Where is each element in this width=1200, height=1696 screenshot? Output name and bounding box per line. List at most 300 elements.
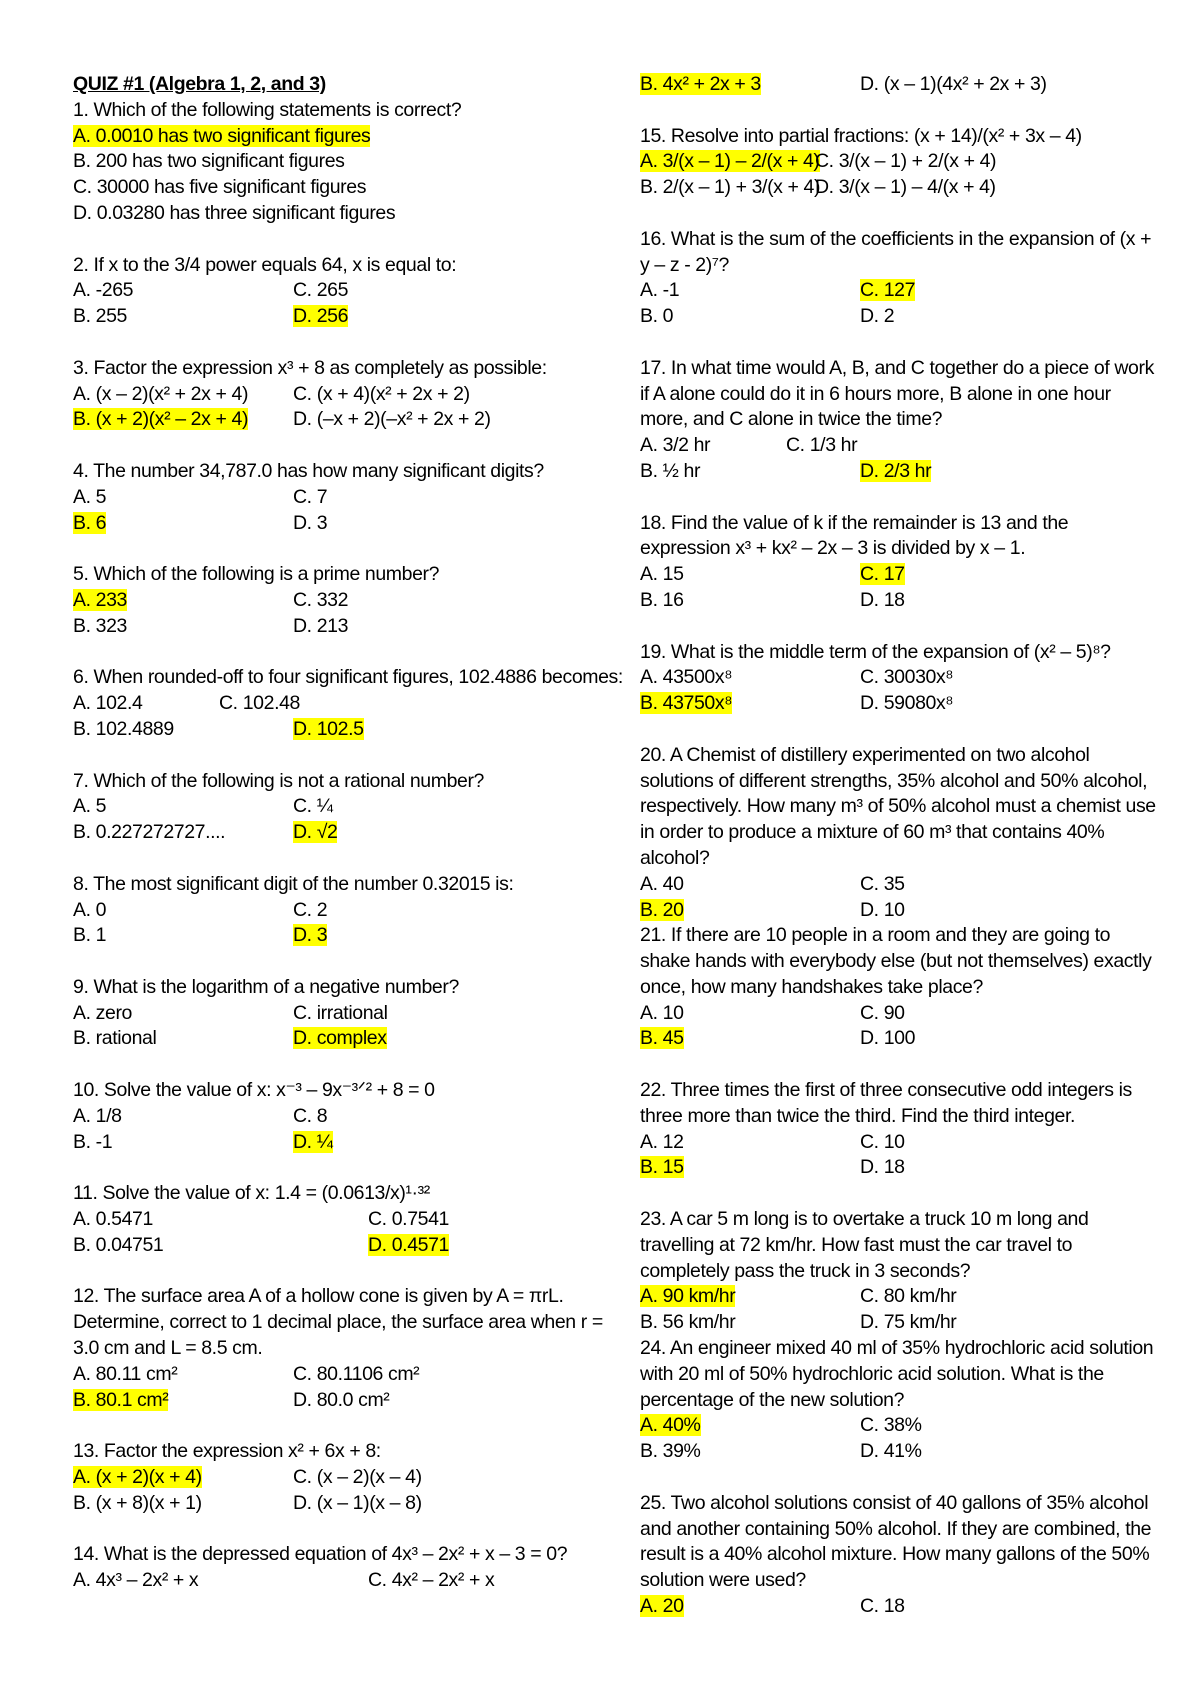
correct-answer-highlight	[640, 1156, 684, 1178]
option-text: 4x³ – 2x² + x	[95, 1569, 199, 1592]
option-letter: D.	[860, 692, 879, 715]
option-text: 10	[883, 1130, 905, 1153]
answer-option	[640, 898, 860, 924]
option-letter: B.	[73, 924, 91, 947]
question-14	[73, 1542, 623, 1594]
correct-answer-text: 2/3 hr	[883, 459, 932, 482]
answer-options	[640, 1284, 1160, 1336]
option-text: (x – 1)(x – 8)	[316, 1491, 422, 1514]
answer-option	[73, 278, 293, 304]
question-11	[73, 1181, 623, 1258]
answer-option	[640, 278, 860, 304]
question-stem: 16. What is the sum of the coefficients in the expansion of (x + y – z - 2)⁷?	[640, 227, 1152, 276]
option-text: 102.48	[242, 692, 300, 715]
option-letter: D.	[815, 176, 834, 199]
option-letter: A.	[73, 588, 91, 611]
question-stem: 9. What is the logarithm of a negative number?	[73, 975, 459, 998]
correct-answer-highlight	[293, 305, 348, 327]
correct-answer-text: 15	[662, 1156, 684, 1179]
correct-answer-highlight	[640, 899, 684, 921]
correct-answer-highlight	[293, 924, 327, 946]
answer-option	[293, 1362, 623, 1388]
answer-option	[293, 1026, 623, 1052]
option-letter: C.	[293, 588, 312, 611]
correct-answer-highlight	[640, 1414, 701, 1436]
answer-option	[73, 304, 293, 330]
option-letter: B.	[73, 408, 91, 431]
answer-options	[73, 1362, 623, 1414]
correct-answer-highlight	[293, 1131, 333, 1153]
option-letter: B.	[73, 511, 91, 534]
answer-option	[293, 1388, 623, 1414]
answer-option	[73, 407, 293, 433]
option-text: 0	[662, 305, 674, 328]
option-letter: A.	[73, 382, 91, 405]
question-9	[73, 975, 623, 1052]
option-letter: D.	[293, 1130, 312, 1153]
option-letter: B.	[73, 821, 91, 844]
answer-option	[640, 1594, 860, 1620]
option-text: 265	[316, 279, 349, 302]
option-text: 3/2 hr	[662, 434, 711, 457]
option-text: 102.4889	[95, 717, 174, 740]
answer-option	[293, 304, 623, 330]
answer-option	[73, 201, 623, 227]
question-20	[640, 743, 1160, 924]
correct-answer-text: 256	[316, 305, 349, 328]
correct-answer-highlight	[640, 150, 820, 172]
option-text: 80.11 cm²	[95, 1362, 178, 1385]
option-text: 2	[316, 898, 328, 921]
option-letter: B.	[640, 692, 658, 715]
option-letter: D.	[860, 1156, 879, 1179]
answer-options	[640, 872, 1160, 924]
correct-answer-text: ¼	[316, 1130, 333, 1153]
answer-option	[640, 433, 786, 459]
answer-options	[640, 278, 1160, 330]
option-text: 7	[316, 485, 328, 508]
answer-option	[293, 485, 623, 511]
correct-answer-text: 40%	[662, 1414, 701, 1437]
correct-answer-text: 0.0010 has two significant figures	[95, 124, 371, 147]
option-text: 3/(x – 1) + 2/(x + 4)	[838, 150, 997, 173]
option-letter: A.	[73, 1001, 91, 1024]
option-letter: D.	[293, 717, 312, 740]
option-letter: A.	[73, 1466, 91, 1489]
question-23	[640, 1207, 1160, 1336]
option-letter: A.	[640, 1595, 658, 1618]
correct-answer-highlight	[73, 1466, 202, 1488]
answer-options	[640, 149, 1160, 201]
option-text: 0	[95, 898, 107, 921]
answer-option	[73, 1026, 293, 1052]
question-stem: 17. In what time would A, B, and C together do a piece of work if A alone could do it in 6 hours more, B alone in one hour more, and C alone in twice the time?	[640, 356, 1154, 431]
correct-answer-text: complex	[316, 1027, 387, 1050]
option-letter: D.	[293, 821, 312, 844]
question-stem: 23. A car 5 m long is to overtake a truck 10 m long and travelling at 72 km/hr. How fast must the car travel to completely pass the truck in 3 seconds?	[640, 1208, 1089, 1282]
question-8	[73, 872, 623, 949]
question-22	[640, 1078, 1160, 1181]
answer-options	[73, 124, 623, 227]
option-letter: C.	[293, 1466, 312, 1489]
option-text: 90	[883, 1001, 905, 1024]
option-letter: C.	[293, 485, 312, 508]
question-stem: 1. Which of the following statements is correct?	[73, 98, 462, 121]
question-17	[640, 356, 1160, 485]
option-letter: C.	[293, 1104, 312, 1127]
answer-option	[815, 149, 1160, 175]
option-letter: D.	[73, 201, 92, 224]
option-letter: B.	[640, 898, 658, 921]
question-stem: 18. Find the value of k if the remainder is 13 and the expression x³ + kx² – 2x – 3 is divided by x – 1.	[640, 511, 1069, 560]
answer-option	[73, 923, 293, 949]
question-stem: 6. When rounded-off to four significant figures, 102.4886 becomes:	[73, 666, 623, 689]
option-text: 4x² – 2x² + x	[391, 1569, 495, 1592]
question-15	[640, 124, 1160, 201]
answer-option	[860, 459, 1160, 485]
option-letter: B.	[640, 305, 658, 328]
answer-option	[73, 1388, 293, 1414]
option-text: 59080x⁸	[883, 692, 954, 715]
option-letter: A.	[640, 563, 658, 586]
option-text: 18	[883, 1595, 905, 1618]
answer-option	[73, 1491, 293, 1517]
question-25	[640, 1491, 1160, 1620]
answer-option	[73, 124, 623, 150]
option-letter: A.	[73, 1208, 91, 1231]
answer-options	[73, 1207, 623, 1259]
correct-answer-text: 20	[662, 898, 684, 921]
option-text: -1	[95, 1130, 113, 1153]
option-text: 3/(x – 1) – 4/(x + 4)	[838, 176, 996, 199]
answer-options	[640, 665, 1160, 717]
option-letter: D.	[860, 1311, 879, 1334]
answer-option	[73, 175, 623, 201]
option-letter: B.	[640, 176, 658, 199]
correct-answer-highlight	[640, 73, 761, 95]
option-text: 5	[95, 795, 107, 818]
answer-option	[73, 511, 293, 537]
answer-option	[860, 278, 1160, 304]
option-text: 8	[316, 1104, 328, 1127]
answer-option	[293, 923, 623, 949]
answer-options	[73, 898, 623, 950]
option-letter: B.	[73, 1027, 91, 1050]
option-text: 1	[95, 924, 107, 947]
option-letter: C.	[293, 279, 312, 302]
answer-option	[368, 1233, 623, 1259]
option-letter: C.	[860, 666, 879, 689]
answer-option	[73, 691, 219, 717]
option-letter: C.	[860, 1130, 879, 1153]
answer-options	[73, 588, 623, 640]
answer-option	[640, 1155, 860, 1181]
answer-option	[860, 898, 1160, 924]
question-stem: 25. Two alcohol solutions consist of 40 gallons of 35% alcohol and another containing 50% alcohol. If they are combined, the result is a 40% alcohol mixture. How many gallons of the 50% solution were used?	[640, 1491, 1152, 1592]
correct-answer-text: 3	[316, 924, 328, 947]
option-letter: C.	[860, 1001, 879, 1024]
option-text: 43500x⁸	[662, 666, 733, 689]
answer-option	[73, 1207, 368, 1233]
question-1	[73, 98, 623, 227]
answer-option	[860, 1594, 1160, 1620]
correct-answer-text: 80.1 cm²	[95, 1388, 169, 1411]
answer-option	[640, 691, 860, 717]
answer-option	[293, 898, 623, 924]
correct-answer-highlight	[860, 460, 931, 482]
option-letter: C.	[860, 1595, 879, 1618]
left-column	[73, 72, 623, 1594]
option-letter: C.	[293, 1001, 312, 1024]
option-letter: B.	[640, 588, 658, 611]
option-text: (x – 1)(4x² + 2x + 3)	[883, 73, 1047, 95]
option-text: rational	[95, 1027, 157, 1050]
question-stem: 14. What is the depressed equation of 4x³ – 2x² + x – 3 = 0?	[73, 1543, 568, 1566]
option-letter: C.	[860, 1285, 879, 1308]
correct-answer-text: 17	[883, 563, 905, 586]
question-5	[73, 562, 623, 639]
option-letter: D.	[293, 305, 312, 328]
answer-option	[860, 588, 1160, 614]
option-letter: C.	[293, 382, 312, 405]
option-text: (–x + 2)(–x² + 2x + 2)	[316, 408, 491, 431]
answer-option	[640, 149, 820, 175]
answer-option	[368, 1568, 623, 1594]
option-letter: D.	[860, 305, 879, 328]
answer-options	[640, 1130, 1160, 1182]
option-letter: A.	[73, 1569, 91, 1592]
option-text: 2	[883, 305, 895, 328]
option-letter: A.	[73, 1362, 91, 1385]
correct-answer-highlight	[73, 1389, 168, 1411]
answer-options	[73, 691, 623, 743]
question-stem: 5. Which of the following is a prime number?	[73, 563, 440, 586]
option-text: 35	[883, 872, 905, 895]
answer-option	[293, 1130, 623, 1156]
answer-option	[73, 1001, 293, 1027]
answer-option	[640, 1130, 860, 1156]
correct-answer-text: (x + 2)(x² – 2x + 4)	[95, 408, 249, 431]
option-text: -1	[662, 279, 680, 302]
option-text: 200 has two significant figures	[95, 150, 345, 173]
correct-answer-text: (x + 2)(x + 4)	[95, 1466, 202, 1489]
option-letter: D.	[293, 408, 312, 431]
question-2	[73, 253, 623, 330]
option-text: 80 km/hr	[883, 1285, 957, 1308]
question-18	[640, 511, 1160, 614]
option-text: 40	[662, 872, 684, 895]
answer-option	[860, 1284, 1160, 1310]
answer-options	[640, 1001, 1160, 1053]
option-letter: A.	[640, 1285, 658, 1308]
answer-option	[73, 794, 293, 820]
answer-options	[73, 794, 623, 846]
option-text: 5	[95, 485, 107, 508]
answer-option	[640, 72, 860, 98]
answer-option	[73, 717, 293, 743]
option-text: 10	[883, 898, 905, 921]
option-text: (x – 2)(x² + 2x + 4)	[95, 382, 249, 405]
option-letter: C.	[293, 795, 312, 818]
option-letter: D.	[293, 924, 312, 947]
question-19	[640, 640, 1160, 717]
option-letter: C.	[293, 1362, 312, 1385]
question-3	[73, 356, 623, 433]
question-stem: 12. The surface area A of a hollow cone is given by A = πrL. Determine, correct to 1 decimal place, the surface area when r = 3.0 cm and L = 8.5 cm.	[73, 1285, 603, 1360]
option-text: 0.227272727....	[95, 821, 226, 844]
option-letter: B.	[640, 1440, 658, 1463]
option-text: 30030x⁸	[883, 666, 954, 689]
answer-option	[293, 278, 623, 304]
correct-answer-text: 4x² + 2x + 3	[662, 73, 761, 95]
option-letter: C.	[73, 176, 92, 199]
option-text: 75 km/hr	[883, 1311, 957, 1334]
correct-answer-text: 233	[95, 588, 127, 611]
answer-option	[293, 588, 623, 614]
option-letter: B.	[640, 73, 658, 95]
option-letter: B.	[73, 717, 91, 740]
option-letter: B.	[73, 1130, 91, 1153]
answer-option	[293, 717, 623, 743]
option-text: ½ hr	[662, 459, 701, 482]
option-text: (x – 2)(x – 4)	[316, 1466, 422, 1489]
answer-option	[640, 1284, 860, 1310]
option-letter: C.	[368, 1569, 387, 1592]
answer-option	[860, 72, 1160, 98]
option-text: 18	[883, 1156, 905, 1179]
answer-option	[293, 1491, 623, 1517]
question-4	[73, 459, 623, 536]
answer-options	[640, 433, 1160, 485]
option-text: irrational	[316, 1001, 388, 1024]
answer-options	[640, 562, 1160, 614]
option-text: 255	[95, 305, 127, 328]
question-16	[640, 227, 1160, 330]
option-letter: D.	[368, 1233, 387, 1256]
answer-option	[860, 665, 1160, 691]
option-text: 80.1106 cm²	[316, 1362, 420, 1385]
option-letter: D.	[293, 614, 312, 637]
option-text: 0.7541	[391, 1208, 449, 1231]
option-text: 16	[662, 588, 684, 611]
answer-option	[368, 1207, 623, 1233]
correct-answer-highlight	[73, 408, 248, 430]
option-letter: D.	[860, 898, 879, 921]
answer-option	[293, 511, 623, 537]
answer-option	[293, 382, 623, 408]
option-letter: C.	[815, 150, 834, 173]
answer-option	[73, 382, 293, 408]
answer-option	[640, 872, 860, 898]
answer-options	[73, 1568, 623, 1594]
option-letter: A.	[73, 124, 91, 147]
option-text: 38%	[883, 1414, 922, 1437]
answer-options	[640, 1413, 1160, 1465]
option-letter: B.	[73, 1233, 91, 1256]
option-letter: D.	[860, 459, 879, 482]
answer-options	[73, 485, 623, 537]
option-letter: A.	[73, 279, 91, 302]
option-letter: A.	[640, 150, 658, 173]
answer-option	[860, 1130, 1160, 1156]
correct-answer-highlight	[640, 1595, 684, 1617]
option-text: 213	[316, 614, 349, 637]
question-stem: 8. The most significant digit of the number 0.32015 is:	[73, 872, 514, 895]
answer-option	[860, 1155, 1160, 1181]
option-letter: D.	[860, 73, 879, 95]
option-text: 18	[883, 588, 905, 611]
correct-answer-text: 102.5	[316, 717, 364, 740]
correct-answer-text: 0.4571	[391, 1233, 449, 1256]
question-24	[640, 1336, 1160, 1465]
correct-answer-text: 45	[662, 1027, 684, 1050]
option-letter: D.	[860, 588, 879, 611]
option-letter: D.	[293, 1027, 312, 1050]
correct-answer-highlight	[640, 1027, 684, 1049]
option-letter: B.	[73, 305, 91, 328]
answer-option	[73, 1568, 368, 1594]
question-stem: 10. Solve the value of x: x⁻³ – 9x⁻³ᐟ² + 8 = 0	[73, 1079, 435, 1102]
option-text: 100	[883, 1027, 916, 1050]
question-10	[73, 1078, 623, 1155]
option-text: ¼	[316, 795, 333, 818]
answer-option	[860, 304, 1160, 330]
answer-option	[293, 614, 623, 640]
answer-option	[73, 1104, 293, 1130]
question-stem: 4. The number 34,787.0 has how many significant digits?	[73, 459, 544, 482]
option-text: 10	[662, 1001, 684, 1024]
answer-option	[73, 898, 293, 924]
answer-option	[293, 1001, 623, 1027]
question-6	[73, 665, 623, 742]
correct-answer-text: √2	[316, 821, 338, 844]
correct-answer-text: 20	[662, 1595, 684, 1618]
correct-answer-text: 90 km/hr	[662, 1285, 736, 1308]
option-letter: D.	[293, 1388, 312, 1411]
correct-answer-highlight	[640, 1285, 735, 1307]
option-text: 323	[95, 614, 127, 637]
option-text: 0.04751	[95, 1233, 164, 1256]
question-stem: 19. What is the middle term of the expansion of (x² – 5)⁸?	[640, 640, 1111, 663]
answer-option	[860, 562, 1160, 588]
option-letter: C.	[786, 434, 805, 457]
answer-option	[73, 485, 293, 511]
answer-options	[73, 278, 623, 330]
option-text: (x + 4)(x² + 2x + 2)	[316, 382, 470, 405]
option-letter: A.	[640, 872, 658, 895]
option-letter: D.	[293, 1491, 312, 1514]
correct-answer-highlight	[73, 589, 127, 611]
answer-option	[640, 562, 860, 588]
option-letter: A.	[640, 1130, 658, 1153]
option-letter: D.	[860, 1027, 879, 1050]
answer-option	[293, 407, 623, 433]
answer-option	[860, 1439, 1160, 1465]
option-letter: D.	[293, 511, 312, 534]
question-12	[73, 1284, 623, 1413]
correct-answer-highlight	[293, 821, 337, 843]
answer-options	[640, 1594, 1160, 1620]
answer-options	[73, 1104, 623, 1156]
answer-option	[786, 433, 1160, 459]
answer-option	[860, 1413, 1160, 1439]
answer-option	[293, 1465, 623, 1491]
correct-answer-highlight	[860, 563, 905, 585]
answer-option	[640, 1413, 860, 1439]
option-letter: C.	[368, 1208, 387, 1231]
option-letter: C.	[860, 279, 879, 302]
answer-options	[73, 1001, 623, 1053]
